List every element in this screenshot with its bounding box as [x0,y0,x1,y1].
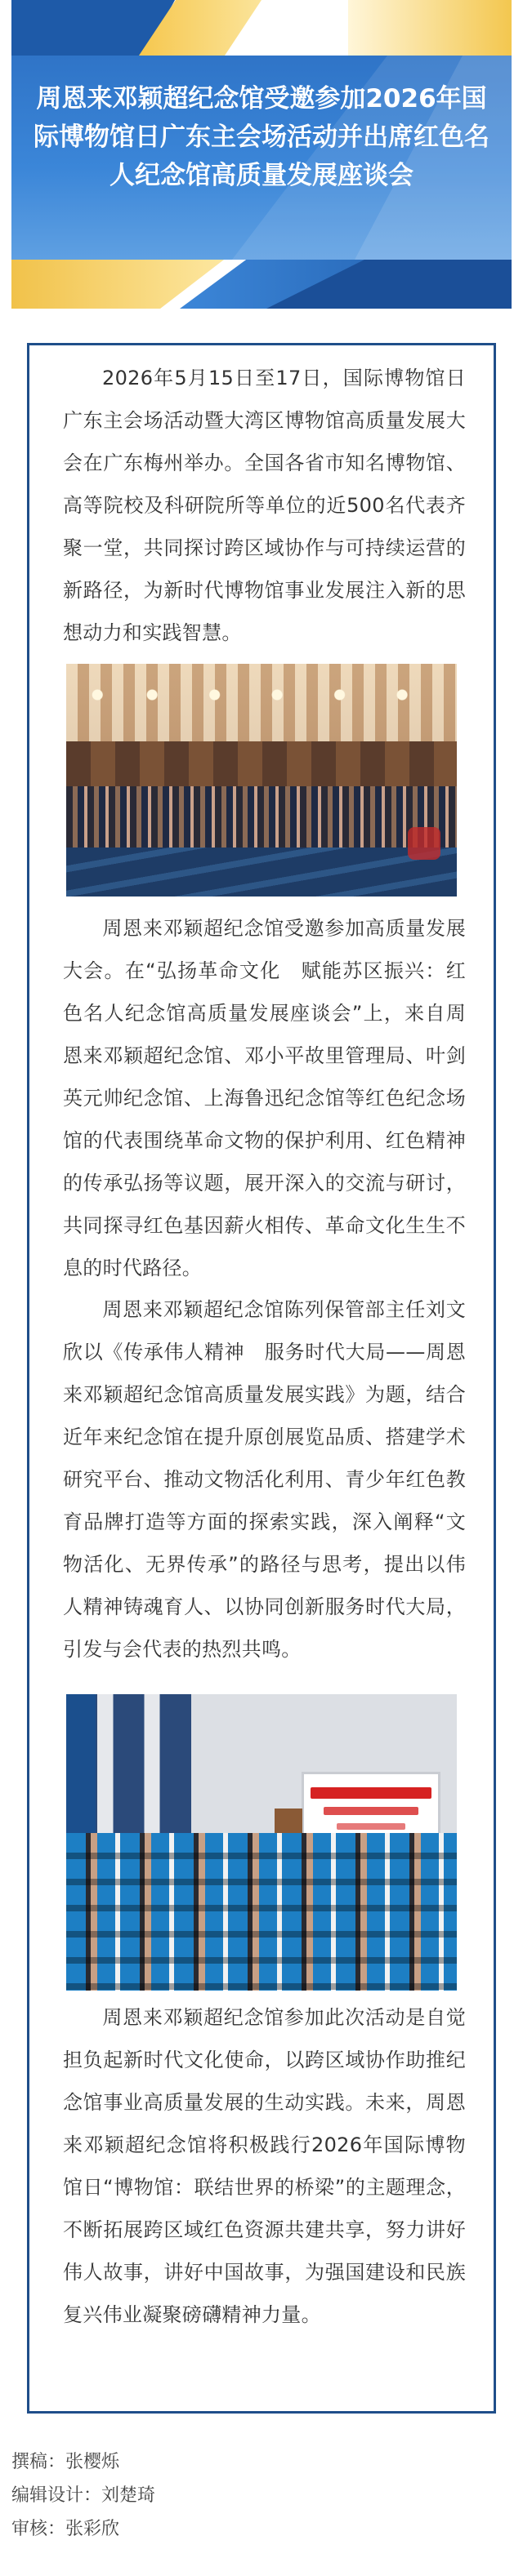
photo2-screen-line-3 [337,1823,405,1830]
paragraph-2 [63,907,466,1289]
article-title: 周恩来邓颖超纪念馆受邀参加2026年国际博物馆日广东主会场活动并出席红色名人纪念馆高质量发展座谈会 [34,84,489,190]
meeting-room-photo [66,1694,457,1991]
article-frame [27,343,496,2414]
title-box [11,56,512,260]
header-banner [0,0,523,320]
photo1-lights [66,678,457,711]
credits [11,2445,155,2546]
paragraph-4-text: 周恩来邓颖超纪念馆参加此次活动是自觉担负起新时代文化使命，以跨区域协作助推纪念馆事业高质量发展的生动实践。未来，周恩来邓颖超纪念馆将积极践行2026年国际博物馆日“博物馆：联结世界的桥梁”的主题理念，不断拓展跨区域红色资源共建共享，努力讲好伟人故事，讲好中国故事，为强国建设和民族复兴伟业凝聚磅礴精神力量。 [63,2006,466,2326]
credit-reviewer: 审核：张彩欣 [11,2519,120,2539]
credit-designer: 编辑设计：刘楚琦 [11,2485,156,2506]
photo2-seat-rows [66,1833,457,1991]
photo1-red-detail [408,827,440,860]
paragraph-4 [63,1996,466,2336]
paragraph-1 [63,357,466,654]
conference-hall-photo [66,664,457,896]
credit-writer: 撰稿：张樱烁 [11,2452,120,2472]
photo2-screen-line-1 [311,1787,431,1799]
paragraph-1-text: 2026年5月15日至17日，国际博物馆日广东主会场活动暨大湾区博物馆高质量发展大会在广东梅州举办。全国各省市知名博物馆、高等院校及科研院所等单位的近500名代表齐聚一堂，共同探讨跨区域协作与可持续运营的新路径，为新时代博物馆事业发展注入新的思想动力和实践智慧。 [63,367,466,644]
paragraph-2-text: 周恩来邓颖超纪念馆受邀参加高质量发展大会。在“弘扬革命文化 赋能苏区振兴：红色名人纪念馆高质量发展座谈会”上，来自周恩来邓颖超纪念馆、邓小平故里管理局、叶剑英元帅纪念馆、上海鲁迅纪念馆等红色纪念场馆的代表围绕革命文物的保护利用、红色精神的传承弘扬等议题，展开深入的交流与研讨，共同探寻红色基因薪火相传、革命文化生生不息的时代路径。 [63,917,466,1279]
banner-stripe-top-right [348,0,512,56]
paragraph-3 [63,1288,466,1671]
photo1-tables [66,848,457,896]
photo2-screen-line-2 [324,1807,418,1815]
paragraph-3-text: 周恩来邓颖超纪念馆陈列保管部主任刘文欣以《传承伟人精神 服务时代大局——周恩来邓颖超纪念馆高质量发展实践》为题，结合近年来纪念馆在提升原创展览品质、搭建学术研究平台、推动文物活化利用、青少年红色教育品牌打造等方面的探索实践，深入阐释“文物活化、无界传承”的路径与思考，提出以伟人精神铸魂育人、以协同创新服务时代大局，引发与会代表的热烈共鸣。 [63,1298,466,1661]
